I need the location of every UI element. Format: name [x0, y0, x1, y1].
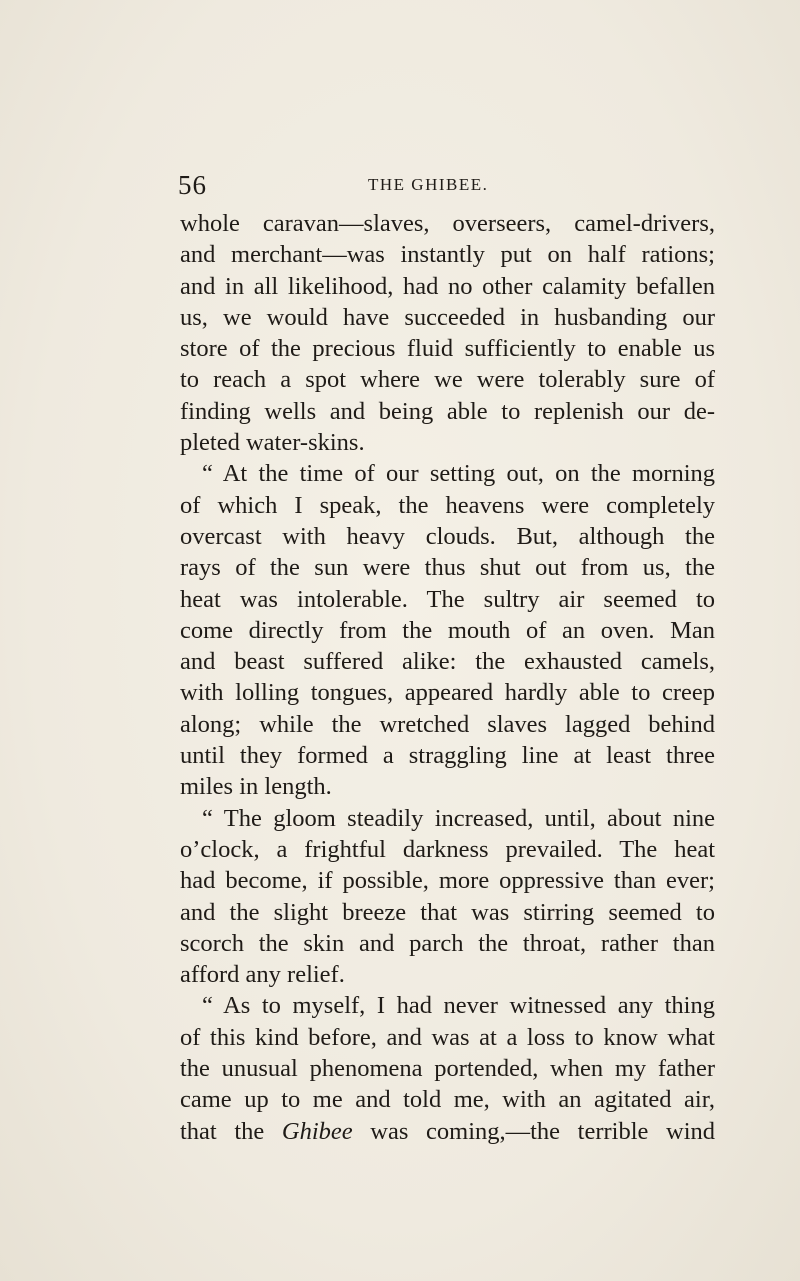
text-line: pleted water-skins. — [180, 429, 365, 457]
running-title: THE GHIBEE. — [368, 175, 489, 194]
body-text — [180, 208, 715, 1147]
text-line: come directly from the mouth of an oven. Man — [180, 616, 715, 644]
text-line: along; while the wretched slaves lagged behind — [180, 710, 715, 738]
text-line: o’clock, a frightful darkness prevailed. The heat — [180, 835, 715, 863]
text-line: afford any relief. — [180, 961, 345, 989]
text-line: until they formed a straggling line at least three — [180, 742, 715, 770]
text-line: “ At the time of our setting out, on the morning — [202, 460, 715, 488]
text-line: heat was intolerable. The sultry air seemed to — [180, 585, 715, 613]
text-line: “ As to myself, I had never witnessed any thing — [202, 992, 715, 1020]
text-line: with lolling tongues, appeared hardly able to creep — [180, 679, 715, 707]
text-line: store of the precious fluid sufficiently to enable us — [180, 335, 715, 363]
text-line: and merchant—was instantly put on half rations; — [180, 241, 715, 269]
text-line: and the slight breeze that was stirring seemed to — [180, 898, 715, 926]
text-line: finding wells and being able to replenish our de- — [180, 397, 715, 425]
text-line: miles in length. — [180, 773, 332, 801]
text-line: the unusual phenomena portended, when my father — [180, 1055, 715, 1083]
text-line: scorch the skin and parch the throat, rather than — [180, 929, 715, 957]
text-line: of which I speak, the heavens were completely — [180, 491, 715, 519]
text-line: whole caravan—slaves, overseers, camel-drivers, — [180, 210, 715, 237]
text-line: and beast suffered alike: the exhausted camels, — [180, 648, 715, 676]
text-line: “ The gloom steadily increased, until, about nine — [202, 804, 715, 832]
text-line: to reach a spot where we were tolerably sure of — [180, 366, 715, 394]
text-line-final — [180, 1116, 715, 1147]
text-line: and in all likelihood, had no other calamity befallen — [180, 272, 715, 300]
text-line: us, we would have succeeded in husbanding our — [180, 303, 715, 331]
page-number: 56 — [178, 170, 207, 200]
text-line: rays of the sun were thus shut out from us, the — [180, 554, 715, 582]
page-header — [178, 170, 698, 204]
text-line: had become, if possible, more oppressive than ever; — [180, 867, 715, 895]
text-segment: that the — [180, 1117, 265, 1145]
text-line: overcast with heavy clouds. But, although the — [180, 522, 715, 550]
text-segment: was coming,—the terrible wind — [370, 1117, 716, 1145]
italic-word: Ghibee — [281, 1117, 353, 1145]
text-line: came up to me and told me, with an agitated air, — [180, 1086, 715, 1114]
text-line: of this kind before, and was at a loss to know what — [180, 1023, 715, 1051]
